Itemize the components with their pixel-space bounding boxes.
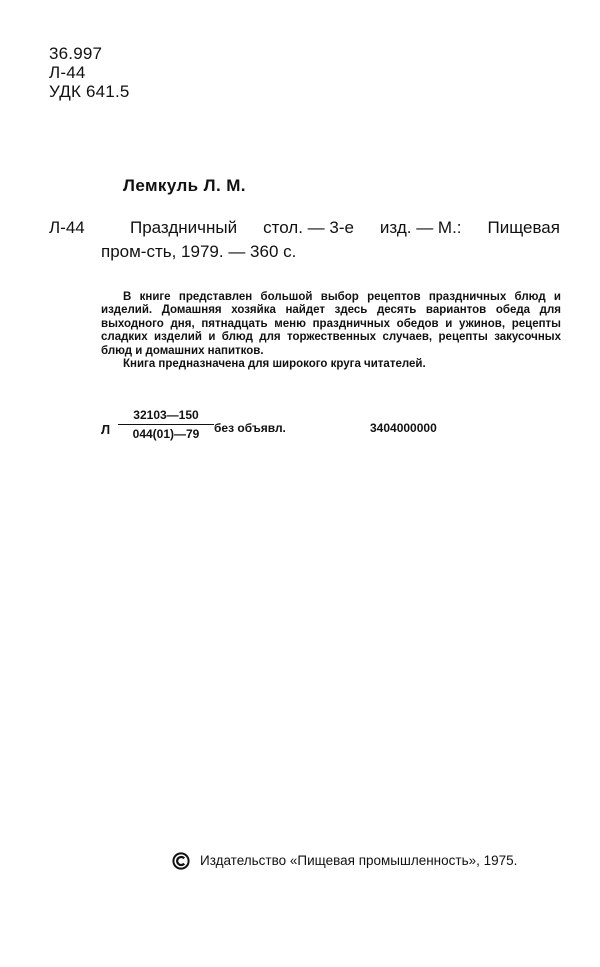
entry-code: Л-44 <box>49 218 85 237</box>
price-note: без объявл. <box>214 421 286 435</box>
copyright-text: Издательство «Пищевая промышленность», 1975. <box>200 853 518 868</box>
entry-title-part: изд. — М.: <box>379 218 462 237</box>
author-mark: Л-44 <box>49 63 86 82</box>
catalog-codes <box>49 44 130 101</box>
entry-title-part: стол. — 3-е <box>263 218 354 237</box>
serial-number: 3404000000 <box>370 421 437 435</box>
annotation-paragraph: Книга предназначена для широкого круга читателей. <box>123 358 426 371</box>
author-name: Лемкуль Л. М. <box>123 176 246 195</box>
index-letter: Л <box>101 422 111 437</box>
entry-title-part: Праздничный <box>130 218 238 237</box>
entry-title-line <box>130 218 560 238</box>
index-fraction <box>118 408 214 441</box>
annotation-paragraph: В книге представлен большой выбор рецептов праздничных блюд и изделий. Домашняя хозяйка найдет здесь десять вариантов обеда для выходного дня, пятнадцать меню праздничных обедов и ужинов, рецепты сладких изделий и блюд для торжественных случаев, рецепты закусочных блюд и домашних напитков. <box>101 291 561 357</box>
copyright-icon <box>172 852 190 870</box>
entry-title-part: Пищевая <box>487 218 560 237</box>
entry-imprint-line: пром-сть, 1979. — 360 с. <box>101 242 297 261</box>
index-denominator: 044(01)—79 <box>132 427 200 441</box>
bbk-code: 36.997 <box>49 44 103 63</box>
annotation <box>101 291 561 371</box>
index-numerator: 32103—150 <box>133 408 199 422</box>
udk-code: УДК 641.5 <box>49 82 130 101</box>
